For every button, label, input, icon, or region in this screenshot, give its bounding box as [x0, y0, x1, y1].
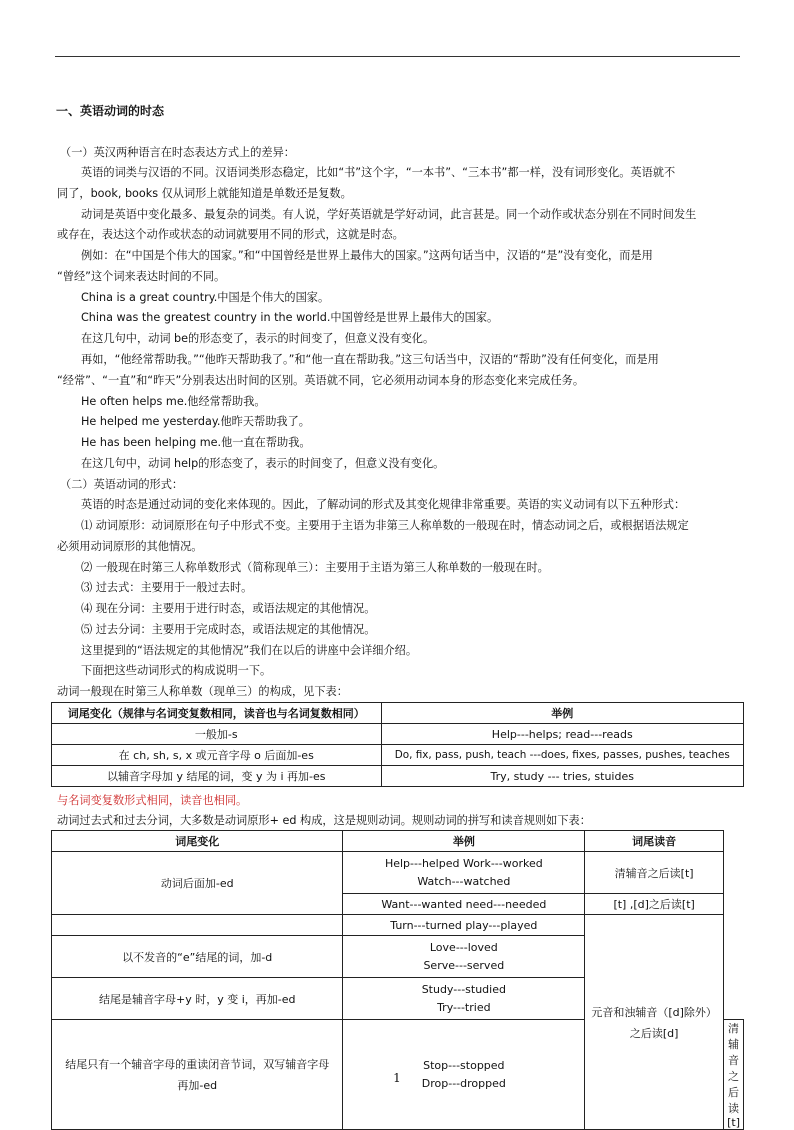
table-row — [52, 852, 744, 894]
third-person-singular-table — [51, 702, 744, 787]
table-cell: Turn---turned play---played — [343, 915, 585, 936]
example-line: Help---helped Work---worked — [384, 857, 543, 870]
table-cell: 清辅音之后读[t] — [585, 852, 724, 894]
reading-line: 之后读[d] — [629, 1026, 679, 1040]
example-sentence: China is a great country.中国是个伟大的国家。 — [81, 291, 330, 304]
subsection-heading: （二）英语动词的形式： — [60, 478, 184, 491]
table-cell: Do, fix, pass, push, teach ---does, fixes, passes, pushes, teaches — [381, 745, 744, 766]
header-rule — [55, 56, 740, 57]
table-cell: 结尾是辅音字母+y 时，y 变 i，再加-ed — [52, 978, 343, 1020]
example-sentence: China was the greatest country in the world.中国曾经是世界上最伟大的国家。 — [81, 311, 499, 324]
table-row — [52, 766, 744, 787]
table-cell: Try, study --- tries, stuides — [381, 766, 744, 787]
table-header-cell: 举例 — [381, 703, 744, 724]
table-cell — [343, 978, 585, 1020]
table-cell — [52, 915, 343, 936]
page-number: 1 — [393, 1071, 401, 1085]
paragraph-line: 动词是英语中变化最多、最复杂的词类。有人说，学好英语就是学好动词，此言甚是。同一个动作或状态分别在不同时间发生 — [81, 208, 697, 221]
example-sentence: He has been helping me.他一直在帮助我。 — [81, 436, 311, 449]
table-header-cell: 词尾变化 — [52, 831, 343, 852]
paragraph-line: 或存在，表达这个动作或状态的动词就要用不同的形式，这就是时态。 — [57, 228, 404, 241]
form-item: ⑴ 动词原形：动词原形在句子中形式不变。主要用于主语为非第三人称单数的一般现在时，情态动词之后，或根据语法规定 — [81, 519, 689, 532]
example-line: Try---tried — [437, 1001, 491, 1014]
regular-verb-past-table — [51, 830, 744, 1130]
form-item: ⑶ 过去式：主要用于一般过去时。 — [81, 581, 253, 594]
paragraph-line: 同了，book, books 仅从词形上就能知道是单数还是复数。 — [57, 187, 352, 200]
table-cell: Want---wanted need---needed — [343, 894, 585, 915]
rule-line: 结尾只有一个辅音字母的重读闭音节词，双写辅音字母 — [65, 1058, 330, 1071]
paragraph-line: 这里提到的“语法规定的其他情况”我们在以后的讲座中会详细介绍。 — [81, 644, 418, 657]
paragraph-line: （一）英汉两种语言在时态表达方式上的差异： — [60, 146, 295, 159]
paragraph-line: “曾经”这个词来表达时间的不同。 — [57, 270, 226, 283]
example-line: Watch---watched — [417, 875, 511, 888]
paragraph-line: 在这几句中，动词 be的形态变了，表示的时间变了，但意义没有变化。 — [81, 332, 435, 345]
table-header-row — [52, 831, 744, 852]
table-header-cell: 词尾变化（规律与名词变复数相同，读音也与名词复数相同） — [52, 703, 382, 724]
paragraph-line: 再如，“他经常帮助我。”“他昨天帮助我了。”和“他一直在帮助我。”这三句话当中，汉语的“帮助”没有任何变化，而是用 — [81, 353, 659, 366]
table-caption: 动词过去式和过去分词，大多数是动词原形+ ed 构成，这是规则动词。规则动词的拼写和读音规则如下表： — [57, 814, 591, 827]
table-cell — [585, 915, 724, 1130]
example-line: Study---studied — [421, 983, 506, 996]
paragraph-line: “经常”、“一直”和“昨天”分别表达出时间的区别。英语就不同，它必须用动词本身的形态变化来完成任务。 — [57, 374, 585, 387]
table-header-cell: 词尾读音 — [585, 831, 724, 852]
form-item: ⑸ 过去分词：主要用于完成时态，或语法规定的其他情况。 — [81, 623, 376, 636]
paragraph-line: 英语的词类与汉语的不同。汉语词类形态稳定，比如“书”这个字，“一本书”、“三本书”都一样，没有词形变化。英语就不 — [81, 166, 676, 179]
example-line: Love---loved — [429, 941, 498, 954]
paragraph-line: 必须用动词原形的其他情况。 — [57, 540, 203, 553]
table-caption: 动词一般现在时第三人称单数（现单三）的构成，见下表： — [57, 685, 348, 698]
table-cell — [343, 852, 585, 894]
table-cell: 动词后面加-ed — [52, 852, 343, 915]
form-item: ⑷ 现在分词：主要用于进行时态，或语法规定的其他情况。 — [81, 602, 376, 615]
example-line: Stop---stopped — [423, 1059, 505, 1072]
rule-line: 再加-ed — [177, 1079, 218, 1092]
table-cell: 以不发音的“e”结尾的词，加-d — [52, 936, 343, 978]
table-header-row — [52, 703, 744, 724]
table-cell: 在 ch, sh, s, x 或元音字母 o 后面加-es — [52, 745, 382, 766]
table-row — [52, 724, 744, 745]
table-header-cell: 举例 — [343, 831, 585, 852]
table-row — [52, 745, 744, 766]
paragraph-line: 在这几句中，动词 help的形态变了，表示的时间变了，但意义没有变化。 — [81, 457, 445, 470]
table-cell: [t] ,[d]之后读[t] — [585, 894, 724, 915]
example-line: Serve---served — [423, 959, 505, 972]
table-cell — [343, 936, 585, 978]
paragraph-line: 例如：在“中国是个伟大的国家。”和“中国曾经是世界上最伟大的国家。”这两句话当中，汉语的“是”没有变化，而是用 — [81, 249, 653, 262]
reading-line: 元音和浊辅音（[d]除外） — [591, 1005, 717, 1019]
example-line: Drop---dropped — [421, 1077, 506, 1090]
example-sentence: He often helps me.他经常帮助我。 — [81, 395, 266, 408]
table-row — [52, 915, 744, 936]
paragraph-line: 英语的时态是通过动词的变化来体现的。因此，了解动词的形式及其变化规律非常重要。英语的实义动词有以下五种形式： — [81, 498, 686, 511]
note-text: 与名词变复数形式相同，读音也相同。 — [57, 794, 248, 807]
table-cell: 以辅音字母加 y 结尾的词，变 y 为 i 再加-es — [52, 766, 382, 787]
table-cell: 一般加-s — [52, 724, 382, 745]
form-item: ⑵ 一般现在时第三人称单数形式（简称现单三）：主要用于主语为第三人称单数的一般现在时。 — [81, 561, 549, 574]
paragraph-line: 下面把这些动词形式的构成说明一下。 — [81, 664, 272, 677]
table-cell: Help---helps; read---reads — [381, 724, 744, 745]
example-sentence: He helped me yesterday.他昨天帮助我了。 — [81, 415, 310, 428]
section-heading: 一、英语动词的时态 — [56, 104, 165, 118]
table-cell: 清辅音之后读[t] — [724, 1020, 744, 1130]
